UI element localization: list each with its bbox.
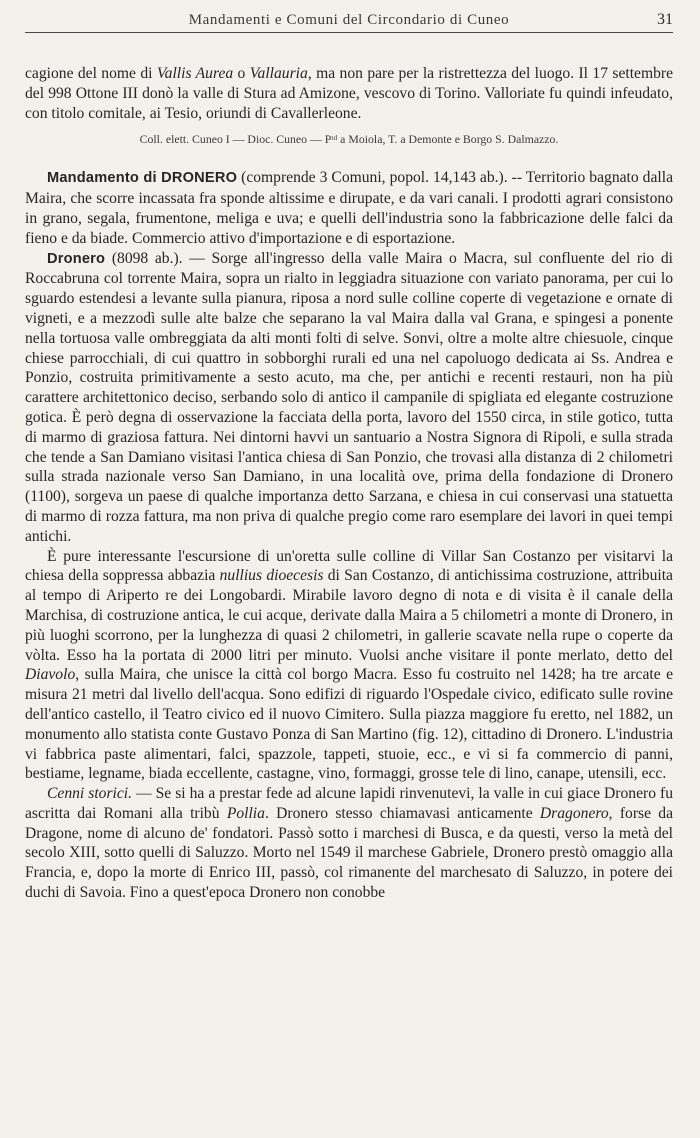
- electoral-diocese-note: Coll. elett. Cuneo I — Dioc. Cuneo — Pᵗᵈ a Moiola, T. a Demonte e Borgo S. Dalmazzo.: [139, 132, 559, 147]
- page-number: 31: [657, 11, 673, 28]
- paragraph-valloriate-end: cagione del nome di Vallis Aurea o Vallauria, ma non pare per la ristrettezza del luogo. Il 17 settembre del 998 Ottone III donò la valle di Stura ad Amizone, vescovo di Torino. Valloriate fu quindi infeudato, con titolo comitale, ai Tesio, oriundi di Cavallerleone.: [25, 65, 674, 122]
- paragraph-dronero: Dronero (8098 ab.). — Sorge all'ingresso della valle Maira o Macra, sul confluente del rio di Roccabruna col torrente Maira, sopra un rialto in leggiadra situazione con variato panorama, per cui lo sguardo estendesi a levante sulla pianura, riposa a nord sulle colline coperte di vegetazione e ornate di vigneti, e a mezzodì sulle alte balze che separano la val Maira dalla val Grana, e spingesi a ponente nella tortuosa valle ombreggiata da alti monti folti di selve. Sonvi, oltre a molte altre chiesuole, cinque chiese parrocchiali, di cui quattro in sobborghi rurali ed una nel capoluogo dedicata ai Ss. Andrea e Ponzio, costruita primitivamente a sesto acuto, ma che, per antichi e recenti restauri, non ha più carattere architettonico deciso, serbando solo di antico il campanile di spigliata ed elegante costruzione gotica. È però degna di osservazione la facciata della porta, lavoro del 1550 circa, in stile gotico, tutta di marmo di graziosa fattura. Nei dintorni havvi un santuario a Nostra Signora di Ripoli, e sulla strada che tende a San Damiano visitasi l'antica chiesa di San Ponzio, che trovasi alla distanza di 2 chilometri sulla strada nazionale verso San Damiano, in una località ove, prima della fondazione di Dronero (1100), sorgeva un paese di qualche importanza detto Sarzana, e chiesa in cui conservasi una statuetta di marmo di rozza fattura, ma non priva di qualche pregio come raro esemplare dei lavori in quei tempi antichi.: [25, 249, 673, 545]
- page-body: [25, 64, 673, 903]
- running-header: [25, 10, 673, 33]
- paragraph-cenni-storici: Cenni storici. — Se si ha a prestar fede ad alcune lapidi rinvenutevi, la valle in cui giace Dronero fu ascritta dai Romani alla tribù Pollia. Dronero stesso chiamavasi anticamente Dragonero, forse da Dragone, nome di alcuno de' fondatori. Passò sotto i marchesi di Busca, e da questi, verso la metà del secolo XIII, sotto quelli di Saluzzo. Morto nel 1549 il marchese Gabriele, Dronero prestò omaggio alla Francia, e, dopo la morte di Enrico III, passò, col rimanente del marchesato di Saluzzo, in potere dei duchi di Savoia. Fino a quest'epoca Dronero non conobbe: [25, 785, 674, 902]
- paragraph-escursione: È pure interessante l'escursione di un'oretta sulle colline di Villar San Costanzo per visitarvi la chiesa della soppressa abbazia nullius dioecesis di San Costanzo, di antichissima costruzione, attribuita al tempo di Ariperto re dei Longobardi. Mirabile lavoro degno di nota e di visita è il canale della Marchisa, di costruzione antica, le cui acque, derivate dalla Maira a 5 chilometri a monte di Dronero, in più luoghi scorrono, per la lunghezza di quasi 2 chilometri, in gallerie scavate nella rupe o coperte da vòlta. Esso ha la portata di 2000 litri per minuto. Vuolsi anche visitare il ponte merlato, detto del Diavolo, sulla Maira, che unisce la città col borgo Macra. Esso fu costruito nel 1428; ha tre arcate e misura 21 metri dal livello dell'acqua. Sono edifizi di riguardo l'Ospedale civico, edificato sulle rovine dell'antico castello, il Teatro civico ed il nuovo Cimitero. Sulla piazza maggiore fu eretto, nel 1882, un monumento allo statista conte Gustavo Ponza di San Martino (fig. 12), cittadino di Dronero. L'industria vi fabbrica paste alimentari, falci, spazzole, tappeti, stuoie, ecc., e vi si fa commercio di panni, bestiame, legname, biada eccellente, castagne, vino, formaggi, grosse tele di lino, canape, utensili, ecc.: [25, 547, 673, 783]
- running-title: Mandamenti e Comuni del Circondario di Cuneo: [188, 12, 510, 28]
- paragraph-mandamento-dronero: Mandamento di DRONERO (comprende 3 Comuni, popol. 14,143 ab.). -- Territorio bagnato dalla Maira, che scorre incassata fra sponde altissime e dirupate, e da vari canali. I prodotti agrari consistono in grano, segala, frumentone, meliga e uva; e quelli dell'industria sono la fabbricazione delle falci da fieno e da biade. Commercio attivo d'importazione e di esportazione.: [25, 169, 673, 247]
